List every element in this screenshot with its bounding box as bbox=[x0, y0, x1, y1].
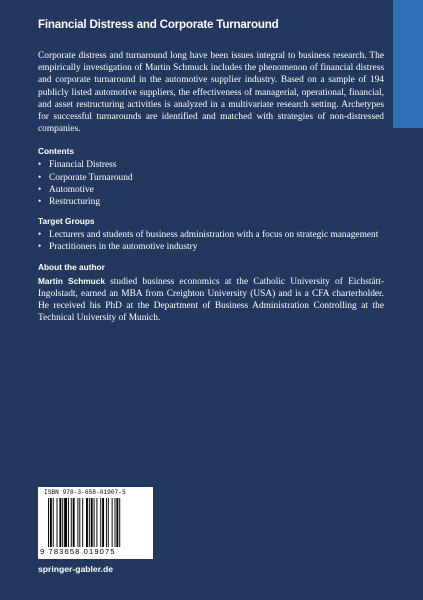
list-item: • Automotive bbox=[38, 184, 94, 195]
barcode-bar bbox=[106, 498, 107, 547]
author-bio-text: studied business economics at the Catholic University of Eichstätt-Ingolstadt, earned an MBA from Creighton University (USA) and is a CFA charterholder. He received his PhD at the Department of Business Administration Controlling at the Technical University of Munich. bbox=[38, 276, 384, 324]
barcode bbox=[38, 487, 153, 559]
barcode-bar bbox=[89, 498, 90, 547]
list-item: • Corporate Turnaround bbox=[38, 172, 133, 183]
barcode-bar bbox=[68, 498, 69, 547]
barcode-bar bbox=[59, 498, 61, 547]
barcode-bar bbox=[73, 498, 75, 547]
barcode-bars bbox=[48, 498, 146, 547]
author-bio bbox=[38, 275, 384, 325]
barcode-bar bbox=[77, 498, 78, 547]
list-item: • Lecturers and students of business administration with a focus on strategic management bbox=[38, 230, 379, 241]
barcode-bar bbox=[62, 498, 63, 547]
bullet-icon: • bbox=[38, 172, 42, 183]
barcode-bar bbox=[116, 498, 118, 547]
barcode-bar bbox=[94, 498, 95, 547]
barcode-bar bbox=[100, 498, 101, 547]
barcode-bar bbox=[108, 498, 109, 547]
barcode-bar bbox=[57, 498, 58, 547]
target-groups-heading: Target Groups bbox=[38, 216, 95, 227]
barcode-bar bbox=[50, 498, 52, 547]
barcode-bar bbox=[48, 498, 49, 547]
author-heading: About the author bbox=[38, 261, 105, 272]
barcode-bar bbox=[102, 498, 104, 547]
barcode-bar bbox=[91, 498, 93, 547]
contents-section bbox=[38, 146, 384, 208]
book-title: Financial Distress and Corporate Turnaround bbox=[38, 18, 279, 31]
barcode-bar bbox=[119, 498, 120, 547]
publisher-website: springer-gabler.de bbox=[38, 564, 113, 574]
contents-list bbox=[38, 159, 384, 208]
contents-heading: Contents bbox=[38, 146, 74, 157]
barcode-bar bbox=[71, 498, 72, 547]
bullet-icon: • bbox=[38, 197, 42, 208]
barcode-bar bbox=[115, 498, 116, 547]
target-groups-list bbox=[38, 229, 384, 253]
barcode-bar bbox=[53, 498, 54, 547]
barcode-bar bbox=[96, 498, 97, 547]
barcode-bar bbox=[82, 498, 83, 547]
author-name: Martin Schmuck bbox=[38, 275, 105, 286]
back-cover-content bbox=[38, 18, 384, 324]
bullet-icon: • bbox=[38, 242, 42, 253]
target-groups-section bbox=[38, 216, 384, 253]
list-item: • Practitioners in the automotive industry bbox=[38, 242, 198, 253]
list-item: • Financial Distress bbox=[38, 160, 117, 171]
barcode-bar bbox=[112, 498, 113, 547]
list-item: • Restructuring bbox=[38, 197, 101, 208]
bullet-icon: • bbox=[38, 230, 42, 241]
bullet-icon: • bbox=[38, 160, 42, 171]
accent-tab bbox=[393, 0, 423, 128]
barcode-bar bbox=[86, 498, 88, 547]
description-paragraph: Corporate distress and turnaround long have been issues integral to business research. The empirically investigation of Martin Schmuck includes the phenomenon of financial distress and corporate turnaround in the automotive supplier industry. Based on a sample of 194 publicly listed automotive suppliers, the effectiveness of managerial, operational, financial, and asset restructuring activities is analyzed in a multivariate research setting. Archetypes for successful turnarounds are identified and matched with strategies of non-distressed companies. bbox=[38, 51, 384, 135]
barcode-digits: 9 783658 019075 bbox=[40, 547, 116, 556]
isbn-label: ISBN 978-3-658-01907-5 bbox=[44, 489, 126, 496]
author-section bbox=[38, 262, 384, 325]
bullet-icon: • bbox=[38, 184, 42, 195]
barcode-bar bbox=[79, 498, 80, 547]
barcode-bar bbox=[64, 498, 67, 547]
